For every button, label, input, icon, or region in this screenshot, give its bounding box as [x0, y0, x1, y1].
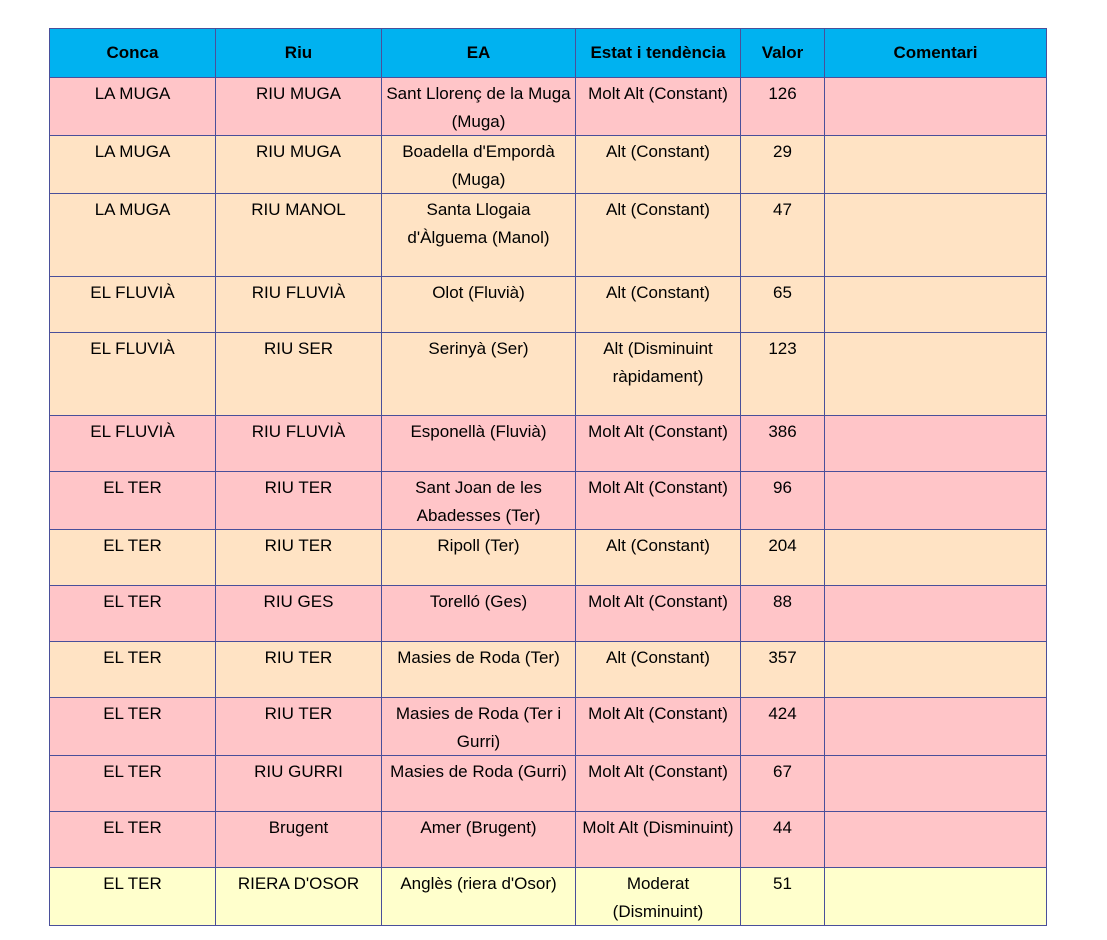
cell-valor: 126 — [741, 78, 825, 136]
cell-conca: EL TER — [50, 472, 216, 530]
cell-estat: Molt Alt (Constant) — [576, 586, 741, 642]
cell-valor: 29 — [741, 136, 825, 194]
cell-comentari — [825, 530, 1047, 586]
table-row — [50, 586, 1047, 642]
cell-ea: Masies de Roda (Gurri) — [382, 756, 576, 812]
cell-comentari — [825, 868, 1047, 926]
table-row — [50, 194, 1047, 277]
cell-estat: Alt (Constant) — [576, 136, 741, 194]
cell-ea: Masies de Roda (Ter) — [382, 642, 576, 698]
cell-conca: EL TER — [50, 756, 216, 812]
cell-comentari — [825, 277, 1047, 333]
table-row — [50, 472, 1047, 530]
cell-ea: Serinyà (Ser) — [382, 333, 576, 416]
cell-riu: RIERA D'OSOR — [216, 868, 382, 926]
cell-conca: EL TER — [50, 698, 216, 756]
column-header-riu: Riu — [216, 29, 382, 78]
cell-valor: 123 — [741, 333, 825, 416]
cell-estat: Alt (Constant) — [576, 194, 741, 277]
cell-conca: EL TER — [50, 586, 216, 642]
cell-comentari — [825, 194, 1047, 277]
cell-ea: Sant Joan de les Abadesses (Ter) — [382, 472, 576, 530]
cell-conca: EL TER — [50, 868, 216, 926]
cell-valor: 88 — [741, 586, 825, 642]
cell-estat: Molt Alt (Constant) — [576, 756, 741, 812]
table-row — [50, 868, 1047, 926]
cell-valor: 67 — [741, 756, 825, 812]
cell-riu: RIU MANOL — [216, 194, 382, 277]
cell-conca: EL FLUVIÀ — [50, 416, 216, 472]
column-header-comentari: Comentari — [825, 29, 1047, 78]
cell-ea: Olot (Fluvià) — [382, 277, 576, 333]
cell-comentari — [825, 756, 1047, 812]
cell-ea: Torelló (Ges) — [382, 586, 576, 642]
cell-valor: 386 — [741, 416, 825, 472]
column-header-estat: Estat i tendència — [576, 29, 741, 78]
cell-conca: LA MUGA — [50, 194, 216, 277]
table-row — [50, 333, 1047, 416]
cell-comentari — [825, 812, 1047, 868]
cell-estat: Molt Alt (Disminuint) — [576, 812, 741, 868]
table-header-row — [50, 29, 1047, 78]
cell-ea: Ripoll (Ter) — [382, 530, 576, 586]
cell-estat: Molt Alt (Constant) — [576, 416, 741, 472]
cell-riu: RIU MUGA — [216, 136, 382, 194]
table-row — [50, 277, 1047, 333]
cell-conca: LA MUGA — [50, 78, 216, 136]
cell-estat: Alt (Disminuint ràpidament) — [576, 333, 741, 416]
cell-comentari — [825, 642, 1047, 698]
cell-estat: Molt Alt (Constant) — [576, 698, 741, 756]
cell-estat: Alt (Constant) — [576, 642, 741, 698]
cell-comentari — [825, 416, 1047, 472]
cell-riu: RIU TER — [216, 472, 382, 530]
cell-ea: Anglès (riera d'Osor) — [382, 868, 576, 926]
cell-estat: Molt Alt (Constant) — [576, 78, 741, 136]
table-row — [50, 136, 1047, 194]
table-row — [50, 530, 1047, 586]
cell-riu: RIU FLUVIÀ — [216, 277, 382, 333]
column-header-valor: Valor — [741, 29, 825, 78]
table-row — [50, 698, 1047, 756]
table-row — [50, 756, 1047, 812]
cell-riu: RIU MUGA — [216, 78, 382, 136]
cell-conca: EL FLUVIÀ — [50, 333, 216, 416]
cell-ea: Esponellà (Fluvià) — [382, 416, 576, 472]
cell-riu: RIU TER — [216, 642, 382, 698]
cell-valor: 357 — [741, 642, 825, 698]
cell-ea: Masies de Roda (Ter i Gurri) — [382, 698, 576, 756]
cell-valor: 51 — [741, 868, 825, 926]
cell-conca: EL TER — [50, 812, 216, 868]
cell-conca: EL TER — [50, 530, 216, 586]
cell-comentari — [825, 586, 1047, 642]
cell-riu: RIU TER — [216, 530, 382, 586]
cell-ea: Sant Llorenç de la Muga (Muga) — [382, 78, 576, 136]
cell-valor: 65 — [741, 277, 825, 333]
cell-comentari — [825, 78, 1047, 136]
cell-comentari — [825, 333, 1047, 416]
cell-conca: LA MUGA — [50, 136, 216, 194]
cell-conca: EL TER — [50, 642, 216, 698]
cell-ea: Boadella d'Empordà (Muga) — [382, 136, 576, 194]
cell-valor: 424 — [741, 698, 825, 756]
cell-comentari — [825, 472, 1047, 530]
cell-valor: 96 — [741, 472, 825, 530]
cell-ea: Amer (Brugent) — [382, 812, 576, 868]
table-row — [50, 78, 1047, 136]
cell-riu: RIU GES — [216, 586, 382, 642]
cell-riu: RIU GURRI — [216, 756, 382, 812]
cell-ea: Santa Llogaia d'Àlguema (Manol) — [382, 194, 576, 277]
cell-riu: RIU SER — [216, 333, 382, 416]
table-row — [50, 812, 1047, 868]
cell-estat: Alt (Constant) — [576, 277, 741, 333]
column-header-conca: Conca — [50, 29, 216, 78]
cell-valor: 44 — [741, 812, 825, 868]
cell-valor: 204 — [741, 530, 825, 586]
cell-estat: Molt Alt (Constant) — [576, 472, 741, 530]
cell-estat: Alt (Constant) — [576, 530, 741, 586]
cell-riu: RIU FLUVIÀ — [216, 416, 382, 472]
cell-comentari — [825, 136, 1047, 194]
cell-riu: Brugent — [216, 812, 382, 868]
cell-conca: EL FLUVIÀ — [50, 277, 216, 333]
table-row — [50, 416, 1047, 472]
gauge-status-table — [49, 28, 1047, 926]
cell-estat: Moderat (Disminuint) — [576, 868, 741, 926]
cell-valor: 47 — [741, 194, 825, 277]
table-row — [50, 642, 1047, 698]
column-header-ea: EA — [382, 29, 576, 78]
cell-comentari — [825, 698, 1047, 756]
cell-riu: RIU TER — [216, 698, 382, 756]
